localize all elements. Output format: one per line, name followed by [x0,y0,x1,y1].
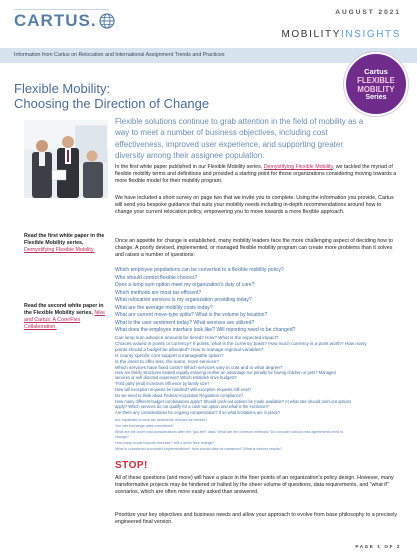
paragraph-1-before: In the first white paper published in our Flexible Mobility series, [115,164,264,170]
question-item: What is the user sentiment today? What services are utilized? [115,319,255,326]
question-item: How many different budget combinations apply? Should cash-out options be made available? At what rate should cash-out options [115,399,352,404]
side-note-1-link[interactable]: Demystifying Flexible Mobility. [24,246,95,253]
question-item: points should a budget be allocated? How to manage regional variables? [115,346,264,352]
badge-line3: MOBILITY [357,85,395,94]
paragraph-1 [115,164,398,185]
page-number: PAGE 1 OF 2 [355,544,401,549]
side-note-1-text: Read the first white paper in the Flexible Mobility series, [24,233,105,246]
masthead [281,29,401,40]
side-note-2 [24,303,108,331]
question-item: change? [115,435,129,439]
paragraph-4: All of these questions (and more) will have a place in the finer points of an organization's policy design. However, many transformative projects may be hindered or halted by the sheer volume of questions, data requirements, and "what if" scenarios, which are often more easily asked than answered. [115,475,394,495]
page-title [14,81,209,111]
business-meeting-photo [24,120,108,198]
paragraph-2: We have included a short survey on page two that we invite you to complete. Using the information you provide, Cartus will send you bespoke guidance that suits your mobility needs including in-depth recommendations around how to change your current relocation policy, empowering you to move towards a more flexible approach. [115,195,394,215]
question-item: What relocation services is my organization providing today? [115,297,252,303]
question-item: Which methods are most tax efficient? [115,289,202,296]
question-item: Does a lump sum option meet my organization's duty of care? [115,282,255,288]
globe-icon [99,13,115,29]
question-item: Choices valued in points or currency? If points, what is the currency basis? How much currency is a point worth? How many [115,340,367,346]
question-item: Which employee populations can be converted to a flexible mobility policy? [115,267,284,273]
question-item: Is county specific core support a manageable option? [115,352,224,358]
question-item: What are the average mobility costs today? [115,304,213,311]
question-item: Which services have fixed costs? Which services vary in cost and to what degree? [115,364,283,370]
question-item: Who should control flexible choices? [115,274,198,281]
paragraph-1-after: , we tackled the myriad of flexible mobility terms and definitions and provided a starting point for those organizations considering moving towards a more flexible model for their mobility program. [115,164,397,184]
question-item: Is the intent to offer less, the same, more services? [115,358,219,364]
logo-text: CARTUS. [14,11,97,30]
question-item: What does the employee interface look like? Will reporting need to be changed? [115,327,296,333]
side-note-2-link[interactable]: Nike and Cartus: A Core/Flex Collaboration. [24,309,105,330]
side-note-1 [24,233,108,254]
masthead-mobility: MOBILITY [281,29,341,40]
title-line1: Flexible Mobility: [14,81,111,96]
question-item: You can exchange rates considered? [115,424,175,428]
badge-line2: FLEXIBLE [357,76,395,85]
question-item: Are there any considerations for ongoing compensation? If so what limitations are in place? [115,410,281,415]
band-text: Information from Cartus on Relocation and International Assignment Trends and Practices [14,52,225,58]
badge-line1: Cartus [364,67,388,76]
paragraph-3: Once an appetite for change is established, many mobility leaders face the more challenging aspect of deciding how to change. A poorly devised, implemented, or managed flexible mobility program can create more problems than it solves and raises a number of questions: [115,238,393,258]
side-note-2-text: Read the second white paper in the Flexible Mobility series, [24,303,104,316]
badge-line4: Series [365,94,387,101]
series-badge [344,52,408,116]
question-item: Are expatriate income tax treatments relevant as needed? [115,418,208,422]
demystifying-link[interactable]: Demystifying Flexible Mobility [263,164,333,170]
question-item: What are current move-type splits? What is the volume by location? [115,312,268,318]
cartus-logo [14,10,115,32]
paragraph-5: Prioritize your key objectives and business needs and allow your approach to evolve from base philosophy to a precisely engineered final version. [115,512,398,525]
question-item: How many would buyouts increase? Will a seller fees change? [115,441,215,445]
question-item: How are family structures treated equally ensuring neither an advantage nor penalty for having children or pets? Managed [115,370,336,375]
question-item: Can lump sum advance amounts be tiered? How? What is the expected impact? [115,334,279,340]
question-item: What is considered successful implementation? How should data be measured? What is desired results? [115,447,282,451]
question-item: What are the lower cost considerations after the "gut-feel" data? What are the common methods? Do consider various lead agreements need to [115,430,344,434]
question-item: Do we need to think about Federal Acquisition Regulation compliance? [115,393,244,398]
title-line2: Choosing the Direction of Change [14,96,210,111]
issue-date: AUGUST 2021 [335,9,401,16]
question-item: services or self-directed expenses? Which establish drive budgets? [115,375,237,380]
question-item: Third party (end) increases influence by family size? [115,381,210,386]
stop-heading: STOP! [115,460,148,471]
question-item: apply? Which services do not qualify for a cash-out option and what is the exclusion? [115,404,269,409]
question-item: How will exception requests be handled? Will exception requests still exist? [115,387,252,392]
intro-text: Flexible solutions continue to grab attention in the field of mobility as a way to meet a number of business objectives, including cost effectiveness, improved user experience, and supporting greater diversity among their assignee population. [115,117,364,161]
masthead-insights: INSIGHTS [340,29,401,40]
